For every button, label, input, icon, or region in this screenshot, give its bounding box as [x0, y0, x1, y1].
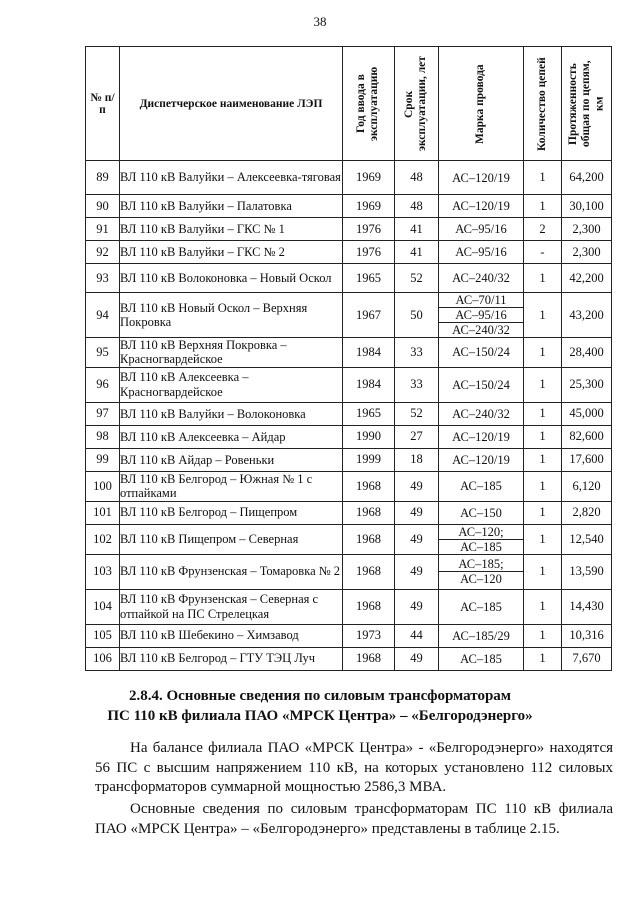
wire-brand-cell: [439, 624, 524, 647]
length-cell: 17,600: [562, 448, 612, 471]
service-term-cell: 41: [395, 218, 439, 241]
length-cell: 2,820: [562, 501, 612, 524]
commission-year-cell: 1968: [343, 554, 395, 589]
row-number-cell: 102: [86, 524, 120, 554]
table-row: [86, 195, 612, 218]
wire-brand: АС–120/19: [452, 199, 510, 213]
wire-brand-cell: [439, 218, 524, 241]
row-number-cell: 105: [86, 624, 120, 647]
service-term-cell: 52: [395, 402, 439, 425]
wire-brand: АС–185/29: [452, 628, 510, 643]
wire-brand: АС–240/32: [452, 323, 510, 337]
row-number-cell: 95: [86, 338, 120, 368]
header-length: Протяженность общая по цепям, км: [562, 47, 612, 161]
row-number-cell: 97: [86, 402, 120, 425]
line-name-cell: ВЛ 110 кВ Новый Оскол – Верхняя Покровка: [120, 293, 343, 338]
section-heading-line2: ПС 110 кВ филиала ПАО «МРСК Центра» – «Белгородэнерго»: [107, 708, 533, 724]
row-number-cell: 92: [86, 241, 120, 264]
row-number-cell: 91: [86, 218, 120, 241]
line-name-cell: ВЛ 110 кВ Валуйки – Палатовка: [120, 195, 343, 218]
commission-year-cell: 1968: [343, 471, 395, 501]
chain-count-cell: 1: [524, 264, 562, 293]
line-name-cell: ВЛ 110 кВ Валуйки – Алексеевка-тяговая: [120, 161, 343, 195]
commission-year-cell: 1968: [343, 524, 395, 554]
wire-brand: АС–185: [460, 539, 502, 554]
length-cell: 42,200: [562, 264, 612, 293]
section-heading-line1: 2.8.4. Основные сведения по силовым трансформаторам: [128, 688, 512, 704]
table-row: [86, 554, 612, 589]
service-term-cell: 27: [395, 425, 439, 448]
length-cell: 30,100: [562, 195, 612, 218]
length-cell: 6,120: [562, 471, 612, 501]
table-row: [86, 624, 612, 647]
chain-count-cell: 1: [524, 161, 562, 195]
header-term: Срок эксплуатации, лет: [395, 47, 439, 161]
length-cell: 2,300: [562, 218, 612, 241]
chain-count-cell: 1: [524, 647, 562, 670]
length-cell: 64,200: [562, 161, 612, 195]
wire-brand: АС–185: [460, 599, 502, 614]
length-cell: 43,200: [562, 293, 612, 338]
wire-brand-cell: [439, 367, 524, 402]
page-number: 38: [313, 14, 327, 29]
commission-year-cell: 1969: [343, 195, 395, 218]
line-name-cell: ВЛ 110 кВ Фрунзенская – Северная с отпайкой на ПС Стрелецкая: [120, 589, 343, 624]
table-row: [86, 471, 612, 501]
wire-brand: АС–120: [460, 572, 502, 586]
line-name-cell: ВЛ 110 кВ Шебекино – Химзавод: [120, 624, 343, 647]
wire-brand: АС–185;: [439, 557, 523, 572]
table-row: [86, 241, 612, 264]
service-term-cell: 41: [395, 241, 439, 264]
line-name-cell: ВЛ 110 кВ Алексеевка – Красногвардейское: [120, 367, 343, 402]
line-name-cell: ВЛ 110 кВ Белгород – Пищепром: [120, 501, 343, 524]
length-cell: 2,300: [562, 241, 612, 264]
header-wire: Марка провода: [439, 47, 524, 161]
wire-brand-cell: [439, 524, 524, 554]
row-number-cell: 90: [86, 195, 120, 218]
commission-year-cell: 1999: [343, 448, 395, 471]
chain-count-cell: 1: [524, 195, 562, 218]
table-row: [86, 425, 612, 448]
line-name-cell: ВЛ 110 кВ Алексеевка – Айдар: [120, 425, 343, 448]
wire-brand: АС–120;: [439, 525, 523, 540]
header-name: Диспетчерское наименование ЛЭП: [120, 47, 343, 161]
commission-year-cell: 1965: [343, 264, 395, 293]
line-name-cell: ВЛ 110 кВ Валуйки – Волоконовка: [120, 402, 343, 425]
service-term-cell: 49: [395, 554, 439, 589]
wire-brand-cell: [439, 425, 524, 448]
header-num: № п/п: [86, 47, 120, 161]
line-name-cell: ВЛ 110 кВ Валуйки – ГКС № 1: [120, 218, 343, 241]
wire-brand: АС–120/19: [452, 452, 510, 467]
wire-brand: АС–185: [460, 479, 502, 494]
chain-count-cell: 1: [524, 589, 562, 624]
chain-count-cell: 1: [524, 554, 562, 589]
line-name-cell: ВЛ 110 кВ Белгород – ГТУ ТЭЦ Луч: [120, 647, 343, 670]
length-cell: 82,600: [562, 425, 612, 448]
service-term-cell: 49: [395, 647, 439, 670]
length-cell: 25,300: [562, 367, 612, 402]
paragraph-reference: Основные сведения по силовым трансформаторам ПС 110 кВ филиала ПАО «МРСК Центра» – «Белгородэнерго» представлены в таблице 2.15.: [95, 801, 613, 837]
wire-brand: АС–150/24: [452, 377, 510, 392]
commission-year-cell: 1968: [343, 647, 395, 670]
service-term-cell: 18: [395, 448, 439, 471]
commission-year-cell: 1973: [343, 624, 395, 647]
wire-brand-cell: [439, 448, 524, 471]
chain-count-cell: 1: [524, 293, 562, 338]
line-name-cell: ВЛ 110 кВ Белгород – Южная № 1 с отпайками: [120, 471, 343, 501]
commission-year-cell: 1969: [343, 161, 395, 195]
chain-count-cell: 1: [524, 524, 562, 554]
power-lines-table: [85, 46, 612, 671]
commission-year-cell: 1965: [343, 402, 395, 425]
wire-brand: АС–95/16: [455, 245, 507, 259]
row-number-cell: 93: [86, 264, 120, 293]
commission-year-cell: 1967: [343, 293, 395, 338]
wire-brand-cell: [439, 402, 524, 425]
chain-count-cell: 1: [524, 425, 562, 448]
commission-year-cell: 1984: [343, 367, 395, 402]
table-row: [86, 367, 612, 402]
wire-brand: АС–185: [460, 651, 502, 666]
wire-brand: АС–70/11: [439, 293, 523, 308]
service-term-cell: 52: [395, 264, 439, 293]
table-row: [86, 402, 612, 425]
wire-brand-cell: [439, 195, 524, 218]
service-term-cell: 33: [395, 367, 439, 402]
wire-brand-cell: [439, 647, 524, 670]
wire-brand-cell: [439, 264, 524, 293]
wire-brand: АС–150/24: [452, 345, 510, 360]
table-row: [86, 501, 612, 524]
chain-count-cell: 1: [524, 338, 562, 368]
table-row: [86, 293, 612, 338]
table-body: [86, 161, 612, 671]
line-name-cell: ВЛ 110 кВ Айдар – Ровеньки: [120, 448, 343, 471]
service-term-cell: 49: [395, 524, 439, 554]
header-chains: Количество цепей: [524, 47, 562, 161]
length-cell: 45,000: [562, 402, 612, 425]
row-number-cell: 101: [86, 501, 120, 524]
service-term-cell: 33: [395, 338, 439, 368]
chain-count-cell: 1: [524, 501, 562, 524]
wire-brand-cell: [439, 589, 524, 624]
length-cell: 13,590: [562, 554, 612, 589]
row-number-cell: 99: [86, 448, 120, 471]
table-row: [86, 448, 612, 471]
wire-brand: АС–120/19: [452, 429, 510, 444]
wire-brand-cell: [439, 293, 524, 338]
commission-year-cell: 1968: [343, 501, 395, 524]
length-cell: 7,670: [562, 647, 612, 670]
service-term-cell: 44: [395, 624, 439, 647]
wire-brand-cell: [439, 501, 524, 524]
line-name-cell: ВЛ 110 кВ Волоконовка – Новый Оскол: [120, 264, 343, 293]
wire-brand: АС–95/16: [439, 308, 523, 323]
wire-brand: АС–240/32: [452, 406, 510, 421]
service-term-cell: 49: [395, 589, 439, 624]
line-name-cell: ВЛ 110 кВ Пищепром – Северная: [120, 524, 343, 554]
service-term-cell: 49: [395, 471, 439, 501]
service-term-cell: 49: [395, 501, 439, 524]
table-row: [86, 264, 612, 293]
wire-brand-cell: [439, 338, 524, 368]
commission-year-cell: 1976: [343, 218, 395, 241]
table-row: [86, 338, 612, 368]
wire-brand: АС–150: [460, 505, 502, 520]
wire-brand-cell: [439, 471, 524, 501]
length-cell: 10,316: [562, 624, 612, 647]
service-term-cell: 50: [395, 293, 439, 338]
line-name-cell: ВЛ 110 кВ Верхняя Покровка – Красногвардейское: [120, 338, 343, 368]
line-name-cell: ВЛ 110 кВ Валуйки – ГКС № 2: [120, 241, 343, 264]
row-number-cell: 100: [86, 471, 120, 501]
chain-count-cell: 1: [524, 367, 562, 402]
chain-count-cell: 1: [524, 624, 562, 647]
service-term-cell: 48: [395, 161, 439, 195]
length-cell: 14,430: [562, 589, 612, 624]
wire-brand-cell: [439, 161, 524, 195]
wire-brand: АС–95/16: [455, 222, 507, 236]
chain-count-cell: 1: [524, 402, 562, 425]
chain-count-cell: 1: [524, 448, 562, 471]
commission-year-cell: 1984: [343, 338, 395, 368]
length-cell: 12,540: [562, 524, 612, 554]
row-number-cell: 98: [86, 425, 120, 448]
commission-year-cell: 1976: [343, 241, 395, 264]
table-row: [86, 524, 612, 554]
header-year: Год ввода в эксплуатацию: [343, 47, 395, 161]
row-number-cell: 104: [86, 589, 120, 624]
chain-count-cell: -: [524, 241, 562, 264]
row-number-cell: 103: [86, 554, 120, 589]
line-name-cell: ВЛ 110 кВ Фрунзенская – Томаровка № 2: [120, 554, 343, 589]
commission-year-cell: 1968: [343, 589, 395, 624]
table-row: [86, 589, 612, 624]
chain-count-cell: 2: [524, 218, 562, 241]
row-number-cell: 96: [86, 367, 120, 402]
table-row: [86, 161, 612, 195]
row-number-cell: 106: [86, 647, 120, 670]
length-cell: 28,400: [562, 338, 612, 368]
table-header-row: [86, 47, 612, 161]
commission-year-cell: 1990: [343, 425, 395, 448]
wire-brand-cell: [439, 554, 524, 589]
paragraph-balance: На балансе филиала ПАО «МРСК Центра» - «Белгородэнерго» находятся 56 ПС с высшим напряжением 110 кВ, на которых установлено 112 силовых трансформаторов суммарной мощностью 2586,3 МВА.: [95, 740, 613, 795]
chain-count-cell: 1: [524, 471, 562, 501]
table-row: [86, 647, 612, 670]
service-term-cell: 48: [395, 195, 439, 218]
row-number-cell: 89: [86, 161, 120, 195]
wire-brand: АС–120/19: [452, 170, 510, 185]
wire-brand-cell: [439, 241, 524, 264]
row-number-cell: 94: [86, 293, 120, 338]
table-row: [86, 218, 612, 241]
wire-brand: АС–240/32: [452, 271, 510, 285]
